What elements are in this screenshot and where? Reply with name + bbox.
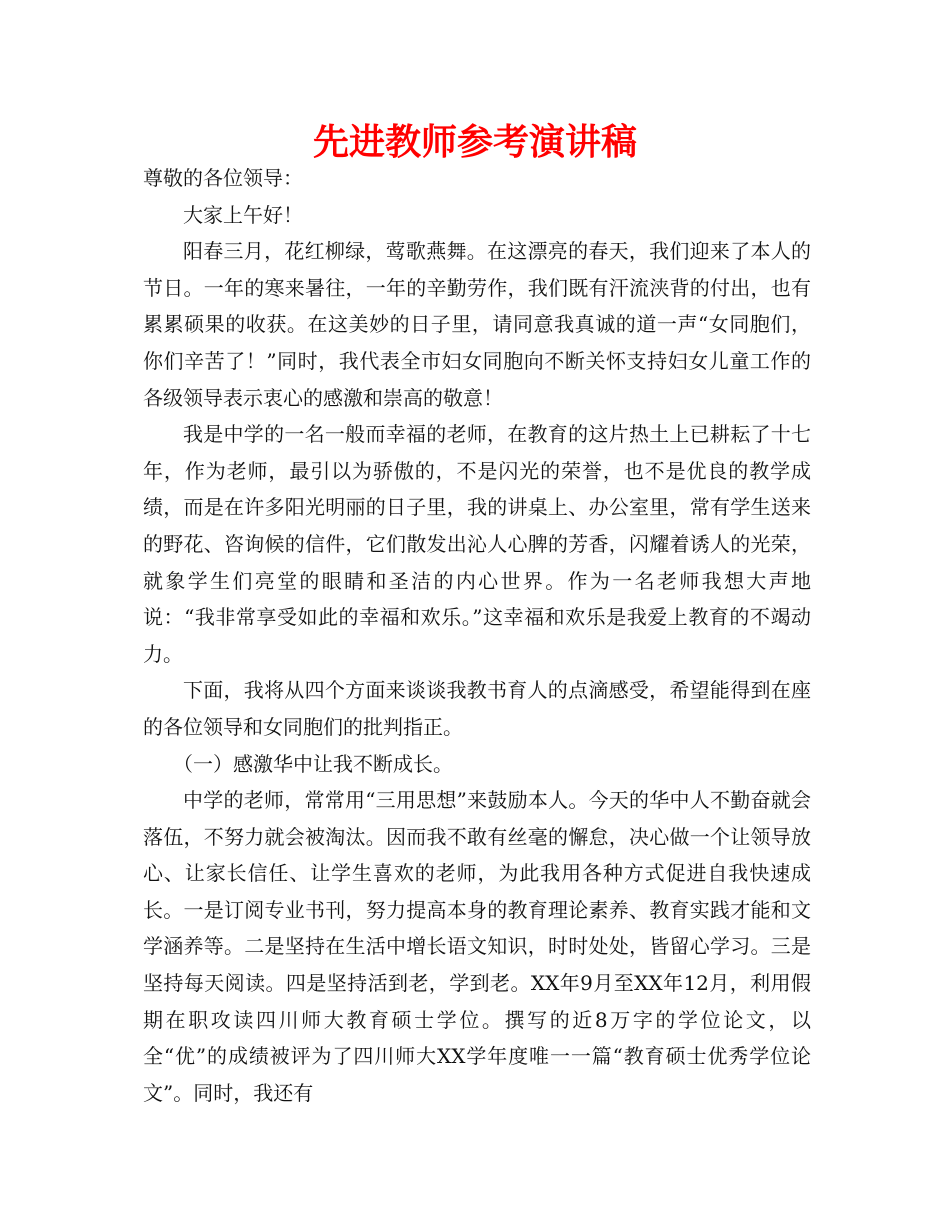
- paragraph-growth: 中学的老师，常常用“三用思想”来鼓励本人。今天的华中人不勤奋就会落伍，不努力就会被淘汰。因而我不敢有丝毫的懈怠，决心做一个让领导放心、让家长信任、让学生喜欢的老师，为此我用各种方式促进自我快速成长。一是订阅专业书刊，努力提高本身的教育理论素养、教育实践才能和文学涵养等。二是坚持在生活中增长语文知识，时时处处，皆留心学习。三是坚持每天阅读。四是坚持活到老，学到老。XX年9月至XX年12月，利用假期在职攻读四川师大教育硕士学位。撰写的近8万字的学位论文，以全“优”的成绩被评为了四川师大XX学年度唯一一篇“教育硕士优秀学位论文”。同时，我还有: [143, 788, 811, 1105]
- document-title: 先进教师参考演讲稿: [312, 122, 637, 163]
- paragraph-spring: 阳春三月，花红柳绿，莺歌燕舞。在这漂亮的春天，我们迎来了本人的节日。一年的寒来暑往，一年的辛勤劳作，我们既有汗流浃背的付出，也有累累硕果的收获。在这美妙的日子里，请同意我真诚的道一声“女同胞们，你们辛苦了！”同时，我代表全市妇女同胞向不断关怀支持妇女儿童工作的各级领导表示衷心的感激和崇高的敬意！: [143, 239, 811, 410]
- paragraph-teacher: 我是中学的一名一般而幸福的老师，在教育的这片热土上已耕耘了十七年，作为老师，最引以为骄傲的，不是闪光的荣誉，也不是优良的教学成绩，而是在许多阳光明丽的日子里，我的讲桌上、办公室里，常有学生送来的野花、咨询候的信件，它们散发出沁人心脾的芳香，闪耀着诱人的光荣，就象学生们亮堂的眼睛和圣洁的内心世界。作为一名老师我想大声地说：“我非常享受如此的幸福和欢乐。”这幸福和欢乐是我爱上教育的不竭动力。: [143, 422, 811, 666]
- paragraph-intro: 下面，我将从四个方面来谈谈我教书育人的点滴感受，希望能得到在座的各位领导和女同胞们的批判指正。: [143, 678, 811, 739]
- document-body: [143, 160, 811, 1111]
- greeting: 大家上午好！: [183, 202, 303, 227]
- section-heading: （一）感激华中让我不断成长。: [173, 751, 453, 776]
- salutation: 尊敬的各位领导：: [143, 166, 303, 190]
